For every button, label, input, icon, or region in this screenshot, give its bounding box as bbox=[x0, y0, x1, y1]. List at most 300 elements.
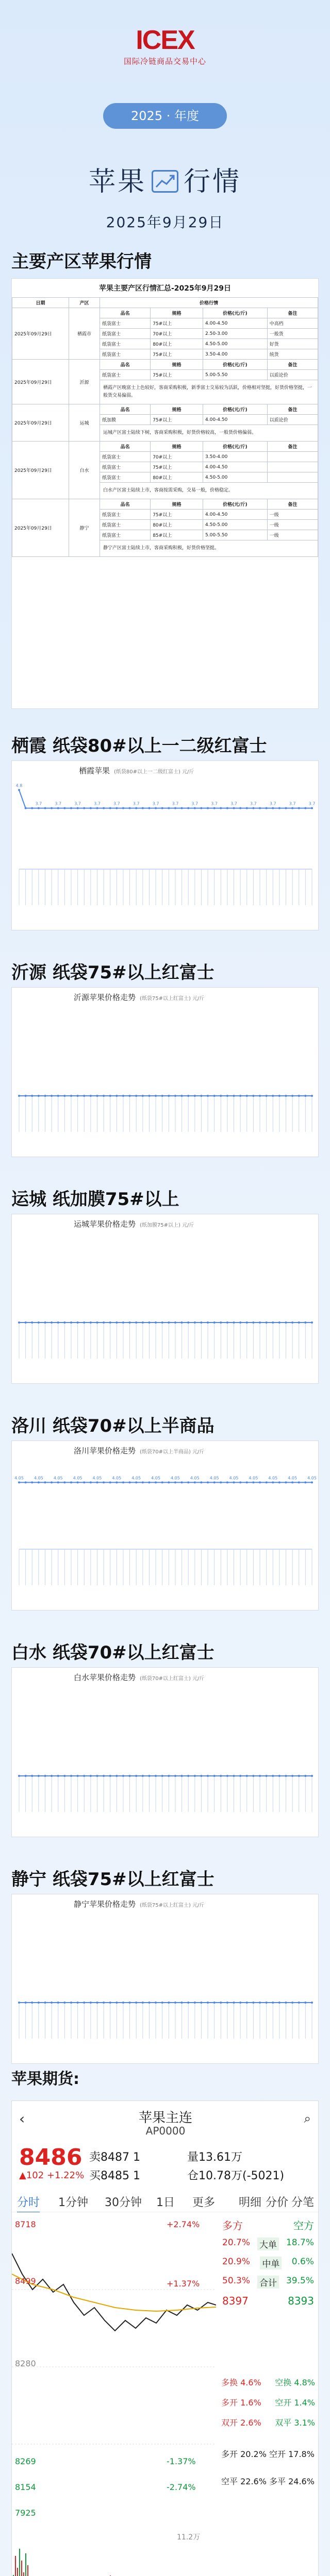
data-point bbox=[304, 1481, 306, 1483]
bottom-stat-row bbox=[219, 2412, 317, 2432]
data-point bbox=[142, 807, 144, 809]
data-point bbox=[187, 1321, 189, 1324]
tab-intraday[interactable]: 分时 bbox=[17, 2194, 40, 2213]
data-point bbox=[304, 1775, 306, 1777]
data-point bbox=[161, 1321, 163, 1324]
data-label: 4.05 bbox=[229, 1476, 239, 1481]
data-point bbox=[57, 1775, 59, 1777]
table-cell: 75#以上 bbox=[151, 510, 203, 520]
data-label: 3.7 bbox=[250, 801, 257, 806]
data-point bbox=[31, 1775, 33, 1777]
data-point bbox=[70, 807, 72, 809]
data-point bbox=[96, 1481, 98, 1483]
table-cell: 2.50-3.00 bbox=[203, 329, 268, 339]
table-cell: 75#以上 bbox=[151, 462, 203, 472]
data-point bbox=[103, 1095, 105, 1097]
data-point bbox=[272, 1481, 274, 1483]
data-point bbox=[213, 1775, 216, 1777]
data-point bbox=[18, 1481, 20, 1483]
data-point bbox=[266, 1095, 268, 1097]
col-detail: 价格行情 bbox=[100, 298, 318, 308]
data-point bbox=[90, 2002, 92, 2004]
sub-header: 品名 bbox=[100, 360, 151, 370]
data-label: 4.05 bbox=[92, 1476, 102, 1481]
block-note: 静宁产区富士陆续上市，客商采购积极，好货价格坚挺。 bbox=[100, 540, 318, 557]
data-point bbox=[194, 2002, 196, 2004]
data-point bbox=[70, 2002, 72, 2004]
price-level-bottom: 7925 bbox=[15, 2508, 36, 2518]
data-point bbox=[38, 1321, 40, 1324]
data-point bbox=[63, 1095, 65, 1097]
table-cell: 一级 bbox=[267, 520, 318, 530]
back-arrow-icon[interactable]: ‹ bbox=[19, 2110, 25, 2127]
data-point bbox=[31, 1481, 33, 1483]
data-point bbox=[285, 1321, 287, 1324]
data-point bbox=[63, 2002, 65, 2004]
data-point bbox=[38, 1481, 40, 1483]
volume-bar bbox=[19, 2549, 20, 2576]
data-point bbox=[239, 807, 241, 809]
data-point bbox=[155, 1775, 157, 1777]
data-point bbox=[233, 1481, 235, 1483]
data-point bbox=[278, 1095, 280, 1097]
chart-title-text: 静宁苹果价格走势 bbox=[74, 1900, 136, 1909]
sum-line-1: 多开 20.2% 空开 17.8% bbox=[221, 2449, 315, 2459]
data-point bbox=[142, 2002, 144, 2004]
data-point bbox=[187, 1775, 189, 1777]
data-point bbox=[116, 807, 118, 809]
title-left: 苹果 bbox=[88, 166, 146, 197]
data-point bbox=[103, 1321, 105, 1324]
tab-1min[interactable]: 1分钟 bbox=[58, 2196, 88, 2209]
data-point bbox=[252, 1095, 254, 1097]
stat-left: 多开 1.6% bbox=[221, 2398, 261, 2408]
data-point bbox=[109, 1321, 111, 1324]
data-point bbox=[148, 1775, 150, 1777]
data-point bbox=[285, 1481, 287, 1483]
data-point bbox=[200, 1481, 202, 1483]
data-label: 4.05 bbox=[249, 1476, 258, 1481]
futures-name: 苹果主连 bbox=[138, 2110, 192, 2126]
chart-subtitle: (纸袋70#以上红富士) 元/斤 bbox=[140, 1676, 205, 1682]
data-point bbox=[129, 2002, 131, 2004]
data-point bbox=[220, 1775, 222, 1777]
data-point bbox=[44, 1481, 46, 1483]
data-point bbox=[226, 1481, 228, 1483]
data-point bbox=[77, 807, 79, 809]
sub-header: 备注 bbox=[267, 360, 318, 370]
data-point bbox=[25, 2002, 27, 2004]
data-point bbox=[239, 2002, 241, 2004]
data-point bbox=[38, 807, 40, 809]
ratio-right: 18.7% bbox=[286, 2238, 314, 2248]
long-header: 多方 bbox=[222, 2219, 243, 2232]
data-point bbox=[298, 1095, 300, 1097]
tab-detail[interactable]: 明细 bbox=[239, 2196, 262, 2209]
data-point bbox=[44, 1775, 46, 1777]
price-chart-svg bbox=[12, 1441, 319, 1611]
chart-section-title: 沂源 纸袋75#以上红富士 bbox=[11, 962, 214, 983]
data-point bbox=[266, 1481, 268, 1483]
data-point bbox=[207, 1481, 209, 1483]
table-cell bbox=[267, 452, 318, 462]
table-cell: 以质论价 bbox=[267, 370, 318, 380]
volume-bar bbox=[21, 2561, 22, 2576]
data-label: 4.05 bbox=[53, 1476, 63, 1481]
data-point bbox=[187, 807, 189, 809]
data-point bbox=[291, 1095, 293, 1097]
data-point bbox=[155, 807, 157, 809]
block-date: 2025年09月29日 bbox=[12, 308, 69, 360]
sub-header: 品名 bbox=[100, 442, 151, 452]
col-date: 日期 bbox=[12, 298, 69, 308]
data-point bbox=[298, 2002, 300, 2004]
data-point bbox=[174, 1775, 176, 1777]
data-point bbox=[311, 807, 313, 809]
data-point bbox=[207, 807, 209, 809]
data-point bbox=[122, 1095, 124, 1097]
tab-more[interactable]: 更多 bbox=[192, 2196, 216, 2209]
data-point bbox=[90, 1095, 92, 1097]
block-note: 运城产区富士陆续下树，客商采购积极，好货价格较高，一般货价格偏弱。 bbox=[100, 425, 318, 442]
data-point bbox=[226, 1095, 228, 1097]
table-cell: 80#以上 bbox=[151, 520, 203, 530]
data-point bbox=[213, 2002, 216, 2004]
tab-1day[interactable]: 1日 bbox=[156, 2196, 175, 2209]
data-point bbox=[129, 1775, 131, 1777]
data-point bbox=[51, 1481, 53, 1483]
table-cell: 5.00-5.50 bbox=[203, 530, 268, 540]
pct-level-4: -2.74% bbox=[167, 2482, 196, 2492]
data-point bbox=[298, 1481, 300, 1483]
futures-bid: 卖8487 1 bbox=[89, 2151, 140, 2164]
data-point bbox=[181, 1095, 183, 1097]
volume-level: 11.2万 bbox=[177, 2533, 201, 2541]
data-point bbox=[70, 1321, 72, 1324]
data-point bbox=[252, 807, 254, 809]
bottom-stat-row bbox=[219, 2392, 317, 2412]
table-cell: 纸袋富士 bbox=[100, 339, 151, 349]
data-point bbox=[266, 2002, 268, 2004]
data-point bbox=[18, 2002, 20, 2004]
data-point bbox=[90, 1321, 92, 1324]
data-label: 3.7 bbox=[289, 801, 296, 806]
data-point bbox=[161, 1481, 163, 1483]
data-point bbox=[272, 1095, 274, 1097]
sub-header: 备注 bbox=[267, 442, 318, 452]
data-point bbox=[311, 1321, 313, 1324]
stat-8397: 8397 bbox=[222, 2295, 249, 2307]
block-region: 白水 bbox=[69, 442, 100, 499]
futures-tabs bbox=[12, 2190, 319, 2212]
data-point bbox=[252, 1775, 254, 1777]
block-date: 2025年09月29日 bbox=[12, 499, 69, 557]
chart-title-text: 栖霞苹果 bbox=[79, 766, 110, 775]
ratio-side: 中单 bbox=[260, 2257, 282, 2269]
stat-right: 空换 4.8% bbox=[275, 2378, 315, 2387]
data-point bbox=[200, 1775, 202, 1777]
data-point bbox=[142, 1321, 144, 1324]
stat-left: 多换 4.6% bbox=[221, 2378, 261, 2387]
data-point bbox=[168, 1481, 170, 1483]
region-table-card bbox=[11, 278, 319, 709]
tab-30min[interactable]: 30分钟 bbox=[105, 2196, 142, 2209]
ratio-row bbox=[219, 2253, 317, 2273]
data-point bbox=[181, 2002, 183, 2004]
data-point bbox=[18, 1775, 20, 1777]
data-point bbox=[272, 807, 274, 809]
data-point bbox=[135, 1321, 137, 1324]
data-point bbox=[187, 1481, 189, 1483]
data-point bbox=[278, 1481, 280, 1483]
data-point bbox=[187, 2002, 189, 2004]
data-point bbox=[25, 1095, 27, 1097]
chart-section-title: 静宁 纸袋75#以上红富士 bbox=[11, 1869, 214, 1890]
logo bbox=[0, 26, 330, 66]
sub-header: 备注 bbox=[267, 308, 318, 318]
tab-price-dist[interactable]: 分价 bbox=[266, 2196, 289, 2209]
data-point bbox=[109, 2002, 111, 2004]
futures-volume: 量13.61万 bbox=[187, 2151, 242, 2164]
chart-section-title: 运城 纸加膜75#以上 bbox=[11, 1189, 179, 1210]
data-point bbox=[90, 807, 92, 809]
data-point bbox=[291, 807, 293, 809]
data-point bbox=[207, 1321, 209, 1324]
table-cell: 4.50-5.00 bbox=[203, 472, 268, 483]
sub-header: 规格 bbox=[151, 360, 203, 370]
stat-right: 双平 3.1% bbox=[275, 2418, 315, 2428]
data-point bbox=[213, 1095, 216, 1097]
data-label: 3.7 bbox=[35, 801, 42, 806]
data-point bbox=[44, 1095, 46, 1097]
data-point bbox=[31, 1321, 33, 1324]
data-point bbox=[200, 807, 202, 809]
data-point bbox=[181, 1321, 183, 1324]
data-point bbox=[272, 1321, 274, 1324]
block-note: 白水产区富士陆续上市，客商按需采购，交易一般，价格稳定。 bbox=[100, 483, 318, 499]
data-label: 4.05 bbox=[171, 1476, 180, 1481]
data-point bbox=[57, 1321, 59, 1324]
data-point bbox=[311, 1775, 313, 1777]
pct-level-3: -1.37% bbox=[167, 2456, 196, 2466]
data-point bbox=[174, 1321, 176, 1324]
data-point bbox=[148, 1095, 150, 1097]
table-cell: 以质论价 bbox=[267, 415, 318, 425]
table-cell: 纸袋富士 bbox=[100, 329, 151, 339]
data-point bbox=[77, 2002, 79, 2004]
data-point bbox=[63, 807, 65, 809]
ratio-row bbox=[219, 2273, 317, 2292]
chart-subtitle: (纸袋75#以上红富士) 元/斤 bbox=[140, 996, 205, 1002]
data-point bbox=[161, 1095, 163, 1097]
block-region: 运城 bbox=[69, 404, 100, 442]
data-point bbox=[51, 1095, 53, 1097]
ratio-row bbox=[219, 2234, 317, 2253]
sub-header: 品名 bbox=[100, 404, 151, 415]
data-point bbox=[174, 1095, 176, 1097]
data-point bbox=[116, 1775, 118, 1777]
data-point bbox=[207, 1095, 209, 1097]
data-point bbox=[200, 2002, 202, 2004]
sub-header: 价格(元/斤) bbox=[203, 360, 268, 370]
data-point bbox=[57, 807, 59, 809]
data-point bbox=[148, 807, 150, 809]
data-point bbox=[239, 1321, 241, 1324]
data-point bbox=[122, 807, 124, 809]
data-point bbox=[278, 2002, 280, 2004]
chart-subtitle: (纸袋75#以上红富士) 元/斤 bbox=[140, 1903, 205, 1908]
sub-header: 价格(元/斤) bbox=[203, 308, 268, 318]
data-point bbox=[96, 2002, 98, 2004]
price-chart-card bbox=[11, 1667, 319, 1837]
region-table-title: 苹果主要产区行情汇总-2025年9月29日 bbox=[99, 284, 231, 293]
data-point bbox=[291, 2002, 293, 2004]
data-point bbox=[233, 1775, 235, 1777]
data-point bbox=[18, 1095, 20, 1097]
data-point bbox=[311, 1095, 313, 1097]
data-point bbox=[96, 1095, 98, 1097]
table-cell: 75#以上 bbox=[151, 415, 203, 425]
data-point bbox=[233, 807, 235, 809]
data-point bbox=[266, 1775, 268, 1777]
sub-header: 备注 bbox=[267, 499, 318, 510]
sub-header: 价格(元/斤) bbox=[203, 404, 268, 415]
chart-title-text: 白水苹果价格走势 bbox=[74, 1673, 136, 1682]
data-point bbox=[272, 2002, 274, 2004]
table-cell: 好货 bbox=[267, 339, 318, 349]
data-point bbox=[194, 807, 196, 809]
data-point bbox=[291, 1775, 293, 1777]
table-cell: 75#以上 bbox=[151, 349, 203, 360]
year-pill: 2025 · 年度 bbox=[103, 103, 227, 129]
data-label: 4.05 bbox=[288, 1476, 298, 1481]
data-label: 3.7 bbox=[113, 801, 120, 806]
data-point bbox=[51, 807, 53, 809]
data-point bbox=[285, 2002, 287, 2004]
data-point bbox=[83, 1321, 85, 1324]
volume-bar bbox=[23, 2572, 24, 2576]
logo-mark: ICEX bbox=[136, 25, 194, 55]
price-level-4: 8269 bbox=[15, 2456, 36, 2466]
chart-title-text: 沂源苹果价格走势 bbox=[74, 993, 136, 1002]
table-cell: 85#以上 bbox=[151, 530, 203, 540]
table-cell: 70#以上 bbox=[151, 329, 203, 339]
table-cell: 4.00-4.50 bbox=[203, 318, 268, 329]
data-point bbox=[246, 1321, 248, 1324]
data-point bbox=[96, 807, 98, 809]
data-point bbox=[63, 1481, 65, 1483]
data-point bbox=[266, 1321, 268, 1324]
data-point bbox=[103, 2002, 105, 2004]
data-point bbox=[220, 1481, 222, 1483]
data-point bbox=[31, 807, 33, 809]
futures-ask: 买8485 1 bbox=[89, 2170, 140, 2182]
data-point bbox=[304, 1321, 306, 1324]
data-point bbox=[90, 1481, 92, 1483]
data-point bbox=[90, 1775, 92, 1777]
data-label: 3.7 bbox=[308, 801, 316, 806]
data-label: 3.7 bbox=[152, 801, 159, 806]
stat-8393: 8393 bbox=[288, 2295, 314, 2307]
data-point bbox=[278, 1775, 280, 1777]
table-cell: 一级 bbox=[267, 530, 318, 540]
table-cell: 纸袋富士 bbox=[100, 530, 151, 540]
data-point bbox=[168, 2002, 170, 2004]
data-point bbox=[103, 807, 105, 809]
data-point bbox=[148, 1481, 150, 1483]
search-icon[interactable]: ⌕ bbox=[304, 2111, 311, 2126]
data-point bbox=[161, 807, 163, 809]
data-point bbox=[259, 807, 261, 809]
data-point bbox=[122, 1775, 124, 1777]
tab-tick[interactable]: 分笔 bbox=[291, 2196, 315, 2209]
table-cell: 70#以上 bbox=[151, 452, 203, 462]
data-point bbox=[246, 2002, 248, 2004]
table-cell bbox=[267, 472, 318, 483]
data-point bbox=[187, 1095, 189, 1097]
table-cell: 纸袋富士 bbox=[100, 472, 151, 483]
table-cell: 纸袋富士 bbox=[100, 462, 151, 472]
stat-left: 双开 2.6% bbox=[221, 2418, 261, 2428]
page-title bbox=[0, 160, 330, 198]
data-label: 3.7 bbox=[55, 801, 62, 806]
price-level-3: 8280 bbox=[15, 2359, 36, 2368]
data-point bbox=[63, 1775, 65, 1777]
data-point bbox=[129, 1095, 131, 1097]
data-point bbox=[291, 1481, 293, 1483]
table-cell: 5.00-5.50 bbox=[203, 370, 268, 380]
data-point bbox=[44, 1321, 46, 1324]
table-cell: 一般货 bbox=[267, 329, 318, 339]
block-region: 静宁 bbox=[69, 499, 100, 557]
data-point bbox=[129, 807, 131, 809]
data-point bbox=[57, 1481, 59, 1483]
data-point bbox=[233, 1095, 235, 1097]
futures-code: AP0000 bbox=[145, 2125, 186, 2137]
data-point bbox=[25, 1321, 27, 1324]
sub-header: 备注 bbox=[267, 404, 318, 415]
data-label: 3.7 bbox=[269, 801, 276, 806]
block-region: 沂源 bbox=[69, 360, 100, 404]
ratio-left: 20.9% bbox=[222, 2257, 251, 2267]
data-point bbox=[285, 1775, 287, 1777]
data-point bbox=[129, 1481, 131, 1483]
price-chart-svg bbox=[12, 761, 319, 931]
data-point bbox=[239, 1095, 241, 1097]
data-point bbox=[83, 1095, 85, 1097]
data-point bbox=[142, 1095, 144, 1097]
data-point bbox=[174, 2002, 176, 2004]
block-date: 2025年09月29日 bbox=[12, 404, 69, 442]
data-point bbox=[18, 789, 20, 791]
data-point bbox=[116, 2002, 118, 2004]
data-label: 4.05 bbox=[268, 1476, 278, 1481]
data-point bbox=[135, 807, 137, 809]
data-point bbox=[77, 1481, 79, 1483]
data-point bbox=[18, 1321, 20, 1324]
ratio-side: 大单 bbox=[257, 2238, 279, 2250]
chart-subtitle: (纸加膜75#以上) 元/斤 bbox=[140, 1223, 194, 1228]
sub-header: 规格 bbox=[151, 499, 203, 510]
data-point bbox=[31, 1095, 33, 1097]
data-point bbox=[252, 1321, 254, 1324]
chart-section-title: 洛川 纸袋70#以上半商品 bbox=[11, 1416, 214, 1436]
data-point bbox=[51, 1321, 53, 1324]
data-label: 4.05 bbox=[14, 1476, 24, 1481]
data-point bbox=[252, 1481, 254, 1483]
data-label: 3.7 bbox=[133, 801, 140, 806]
data-label: 3.7 bbox=[94, 801, 101, 806]
